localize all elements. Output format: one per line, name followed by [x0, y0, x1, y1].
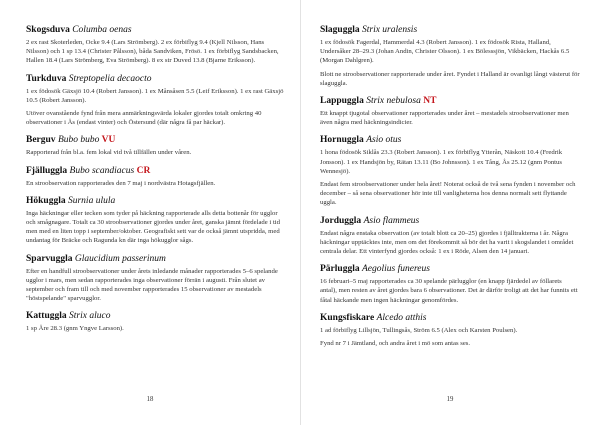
- species-common-name: Lappuggla: [320, 96, 364, 107]
- species-scientific-name: Strix uralensis: [361, 25, 418, 35]
- species-common-name: Sparvuggla: [26, 253, 73, 264]
- observation-paragraph: Fynd nr 7 i Jämtland, och andra året i mö som antas ses.: [320, 340, 471, 348]
- species-entry: [26, 73, 286, 128]
- species-scientific-name: Surnia ulula: [67, 195, 116, 206]
- species-entry: [320, 24, 580, 88]
- species-entry: [26, 134, 286, 157]
- species-entry: [26, 310, 286, 333]
- species-scientific-name: Glaucidium passerinum: [74, 253, 166, 264]
- observation-paragraph: Endast några enstaka observation (av totalt blott ca 20–25) gjordes i fjälltrakterna i år. Några häckningar upptäcktes inte, men om det förekommit så bör det ha varit i skogslandet i området centrala delar. Ett vinterfynd gjordes också: 1 ex i Röde, Alsen den 14 januari.: [320, 229, 574, 256]
- species-common-name: Fjälluggla: [26, 165, 68, 176]
- observation-paragraph: Efter en handfull stroobservationer under årets inledande månader rapporterades 5–6 spelande ugglor i mars, men sedan rapporterades inga observationer förrän i augusti. Från slutet av september och fram till och med november rapporterades 15 observationer av mestadels "höstspelande" sparvugglor.: [26, 267, 278, 303]
- species-heading: [26, 310, 286, 322]
- observation-paragraph: Ett knappt tjugotal observationer rapporterades under året – mestadels stroobservationer men även några med häckningsindicier.: [320, 110, 569, 127]
- observation-paragraph: Inga häckningar eller tecken som tyder på häckning rapporterade alls detta bottenår för ugglor och smågnagare. Totalt ca 30 stroobservationer gjordes under året, ganska jämnt fördelade i tid men med en liten topp i september/oktober. Geografiskt sett var de också jämnt utspridda, med undantag för Bräcke och Ragunda kn där inga hökugglor sågs.: [26, 209, 281, 245]
- species-entry: [320, 134, 580, 207]
- species-entry: [320, 215, 580, 257]
- species-scientific-name: Strix aluco: [69, 311, 111, 322]
- species-heading: [320, 134, 580, 146]
- observation-paragraph: Rapporterad från bl.a. fem lokal vid två tillfällen under våren.: [26, 149, 192, 157]
- species-entry: [26, 165, 286, 188]
- species-heading: [26, 73, 286, 85]
- species-scientific-name: Streptopelia decaocto: [68, 73, 152, 84]
- species-entry: [26, 253, 286, 304]
- observation-paragraph: Utöver ovanstående fynd från mera anmärkningsvärda lokaler gjordes totalt omkring 40 observationer i Ås (endast vinter) och Östersund (där några få par häckar).: [26, 110, 262, 127]
- species-scientific-name: Columba oenas: [72, 25, 132, 35]
- species-common-name: Kungsfiskare: [320, 312, 375, 323]
- species-scientific-name: Aegolius funereus: [361, 264, 430, 275]
- redlist-status-badge: NT: [423, 96, 437, 107]
- species-heading: [320, 95, 580, 107]
- species-heading: [320, 312, 580, 324]
- species-entry: [320, 95, 580, 127]
- species-scientific-name: Bubo bubo: [57, 135, 100, 146]
- species-entry: [26, 24, 286, 66]
- redlist-status-badge: CR: [136, 165, 151, 176]
- species-heading: [26, 165, 286, 177]
- species-common-name: Hökuggla: [26, 195, 66, 206]
- species-scientific-name: Asio otus: [366, 135, 402, 146]
- redlist-status-badge: VU: [101, 135, 116, 146]
- observation-paragraph: 2 ex rast Skoterleden, Ocke 9.4 (Lars Strömberg). 2 ex förbiflyg 9.4 (Kjell Nilsson, Hans Nilsson) och 1 sp 13.4 (Christer Pålsson), båda Sandviken, Frösö. 1 ex förbiflyg Sandsbacken, Hallen 18.4 (Lars Strömberg, Eva Strömberg). 8 ex str Duved 13.8 (Bjarne Eriksson).: [26, 39, 279, 65]
- species-entry: [320, 263, 580, 305]
- species-common-name: Slaguggla: [320, 25, 360, 35]
- species-scientific-name: Asio flammeus: [363, 215, 420, 226]
- observation-paragraph: 1 ex födosök Gäxsjö 10.4 (Robert Jansson). 1 ex Månsåsen 5.5 (Leif Eriksson). 1 ex rast Gäxsjö 10.5 (Robert Jansson).: [26, 87, 284, 104]
- page-number: 19: [446, 396, 454, 403]
- species-heading: [320, 263, 580, 275]
- species-scientific-name: Bubo scandiacus: [69, 165, 135, 176]
- species-common-name: Turkduva: [26, 73, 67, 84]
- right-page: [300, 0, 600, 425]
- species-entry: [320, 312, 580, 348]
- species-common-name: Kattuggla: [26, 311, 67, 322]
- observation-paragraph: Endast fem stroobservationer under hela året! Noterat också de två sena fynden i november och december – så sena observationer hör inte till vanligheterna hos denna normalt sett flyttande uggla.: [320, 181, 576, 207]
- observation-paragraph: 1 hona födosök Siklås 23.3 (Robert Jansson). 1 ex förbiflyg Ytterån, Näskott 10.4 (Fredrik Jonsson). 1 ex Handsjön by, Rätan 13.11 (Bo Johnsson). 1 ex Tång, Ås 25.12 (gnm Pontus Wennesjö).: [320, 149, 563, 175]
- species-heading: [320, 215, 580, 227]
- species-entry: [26, 195, 286, 246]
- species-common-name: Hornuggla: [320, 135, 364, 146]
- page-number: 18: [146, 396, 154, 403]
- species-common-name: Berguv: [26, 135, 56, 146]
- species-heading: [26, 134, 286, 146]
- observation-paragraph: Blott ne stroobservationer rapporterade under året. Fyndet i Halland är ovanligt långt västerut för slaguggla.: [320, 70, 580, 87]
- observation-paragraph: 1 sp Åre 28.3 (gnm Yngve Larsson).: [26, 325, 124, 333]
- species-heading: [26, 24, 286, 36]
- observation-paragraph: En stroobservation rapporterades den 7 maj i nordvästra Hotagsfjällen.: [26, 179, 216, 187]
- species-heading: [320, 24, 580, 36]
- species-heading: [26, 195, 286, 207]
- species-scientific-name: Strix nebulosa: [366, 96, 421, 107]
- observation-paragraph: 1 ad förbiflyg Lillsjön, Tullingsås, Ström 6.5 (Alex och Karsten Poulsen).: [320, 326, 518, 334]
- observation-paragraph: 16 februari–5 maj rapporterades ca 30 spelande pärlugglor (en knapp fjärdedel av föllarets antal), men resten av året gjordes bara 6 observationer. Det är därför troligt att det har funnits ett fåtal häckande men ingen häckningar genomfördes.: [320, 278, 578, 304]
- species-common-name: Jorduggla: [320, 215, 362, 226]
- observation-paragraph: 1 ex födosök Fagerdal, Hammerdal 4.3 (Robert Jansson). 1 ex födosök Rista, Halland, Undersåker 28–29.3 (Johan Andin, Christer Olsson). 1 ex Bölesssjön, Vikbäcken, Hackås 6.5 (Morgan Dahlgren).: [320, 39, 570, 65]
- species-common-name: Skogsduva: [26, 25, 70, 35]
- species-common-name: Pärluggla: [320, 264, 360, 275]
- species-heading: [26, 253, 286, 265]
- species-scientific-name: Alcedo atthis: [376, 312, 427, 323]
